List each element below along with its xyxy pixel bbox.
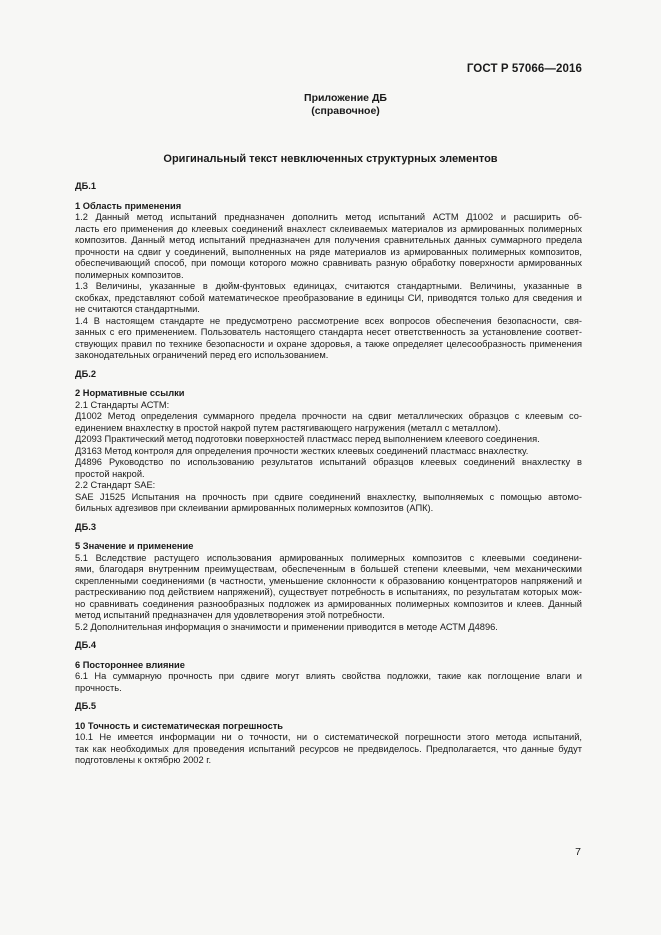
text-line: 1.3 Величины, указанные в дюйм-фунтовых единицах, считаются стандартными. Величины, указанные в <box>75 281 582 291</box>
section-heading: 5 Значение и применение <box>75 541 194 551</box>
text-line: 6.1 На суммарную прочность при сдвиге могут влиять свойства подложки, такие как поглощение влаги и <box>75 671 582 681</box>
section-db5 <box>75 701 582 767</box>
section-db4 <box>75 640 582 694</box>
text-line: Д2093 Практический метод подготовки поверхностей пластмасс перед выполнением клеевого соединения. <box>75 434 540 444</box>
text-line: Д1002 Метод определения суммарного предела прочности на сдвиг металлических образцов с клеевым со- <box>75 411 582 421</box>
document-body <box>75 181 582 767</box>
section-db3 <box>75 522 582 634</box>
text-line: 1.4 В настоящем стандарте не предусмотрено рассмотрение всех вопросов обеспечения безопасности, свя- <box>75 315 582 326</box>
text-line: прочность. <box>75 682 122 693</box>
section-label: ДБ.5 <box>75 701 97 711</box>
page-number: 7 <box>575 846 581 858</box>
text-line: так как необходимых для проведения испытаний ресурсов не предвиделось. Предполагается, что данные будут <box>75 743 582 754</box>
text-line: обеспечивающий способ, при помощи которого можно сравнивать разную обработку поверхности армированных <box>75 258 582 268</box>
section-label: ДБ.3 <box>75 521 97 532</box>
section-heading: 2 Нормативные ссылки <box>75 388 185 398</box>
text-line: прочности на сдвиг у соединений, выполненных на ряде материалов из армированных полимерных композитов, <box>75 246 582 257</box>
section-db2 <box>75 369 582 515</box>
text-line: не считаются стандартными. <box>75 304 200 314</box>
section-label: ДБ.2 <box>75 368 97 379</box>
text-line: композитов. Данный метод испытаний предназначен для получения сравнительных данных суммарного предела <box>75 235 582 245</box>
section-text <box>75 212 582 362</box>
document-title: Оригинальный текст невключенных структурных элементов <box>163 153 498 165</box>
text-line: подготовлены к октябрю 2002 г. <box>75 755 212 765</box>
text-line: бильных адгезивов при склеивании армированных полимерных композитов (АПК). <box>75 503 434 513</box>
text-line: 5.2 Дополнительная информация о значимости и применении приводится в методе АСТМ Д4896. <box>75 621 498 632</box>
text-line: полимерных композитов. <box>75 269 184 280</box>
text-line: единением внахлестку в простой накрой путем растягивающего нагружения (металл с металлом). <box>75 422 501 433</box>
appendix-subtitle: (справочное) <box>311 105 380 117</box>
text-line: ствующих правил по технике безопасности и охране здоровья, а также определяет целесообразность применения <box>75 338 582 349</box>
text-line: 5.1 Вследствие растущего использования армированных полимерных композитов с клеевыми соединени- <box>75 552 582 563</box>
text-line: 1.2 Данный метод испытаний предназначен дополнить метод испытаний АСТМ Д1002 и расширить об- <box>75 212 582 222</box>
text-line: 2.2 Стандарт SAE: <box>75 480 156 490</box>
text-line: ями, благодаря внутренним преимуществам, обеспеченным в большей степени клеевыми, чем механическими <box>75 564 582 574</box>
section-heading: 6 Постороннее влияние <box>75 659 185 670</box>
text-line: растрескиванию под действием напряжений), существует потребность в испытаниях, по результатам которых мож- <box>75 587 582 597</box>
text-line: скрепленными соединениями (в частности, уменьшение склонности к образованию концентраторов напряжений и <box>75 575 582 586</box>
section-text <box>75 671 582 694</box>
appendix-title: Приложение ДБ <box>304 92 387 104</box>
appendix-heading <box>0 92 661 118</box>
section-label: ДБ.4 <box>75 640 97 650</box>
text-line: законодательных ограничений перед его использованием. <box>75 350 329 360</box>
text-line: простой накрой. <box>75 468 145 479</box>
document-code: ГОСТ Р 57066—2016 <box>466 63 582 75</box>
text-line: но сравнивать соединения разнообразных подложек из армированных полимерных композитов и клеев. Данный <box>75 598 582 609</box>
section-text <box>75 400 582 515</box>
text-line: Д4896 Руководство по использованию результатов испытаний образцов клеевых соединений внахлестку в <box>75 457 582 467</box>
section-heading: 1 Область применения <box>75 200 182 211</box>
text-line: 10.1 Не имеется информации ни о точности, ни о систематической погрешности этого метода испытаний, <box>75 732 582 742</box>
section-db1 <box>75 181 582 362</box>
section-text <box>75 553 582 634</box>
text-line: Д3163 Метод контроля для определения прочности жестких клеевых соединений пластмасс внахлестку. <box>75 445 529 456</box>
section-heading: 10 Точность и систематическая погрешность <box>75 720 284 731</box>
text-line: занных с его применением. Пользователь настоящего стандарта несет ответственность за установление соответ- <box>75 327 582 337</box>
section-text <box>75 732 582 767</box>
text-line: SAE J1525 Испытания на прочность при сдвиге соединений внахлестку, выполняемых с помощью автомо- <box>75 491 582 502</box>
text-line: 2.1 Стандарты АСТМ: <box>75 399 170 410</box>
text-line: скобках, представляют собой математическое преобразование в единицы СИ, приводятся только для сведения и <box>75 292 582 303</box>
text-line: метод испытаний предназначен для удовлетворения этой потребности. <box>75 610 385 620</box>
section-label: ДБ.1 <box>75 181 97 191</box>
text-line: ласть его применения до клеевых соединений внахлест склеиваемых материалов из армированных полимерных <box>75 223 582 234</box>
